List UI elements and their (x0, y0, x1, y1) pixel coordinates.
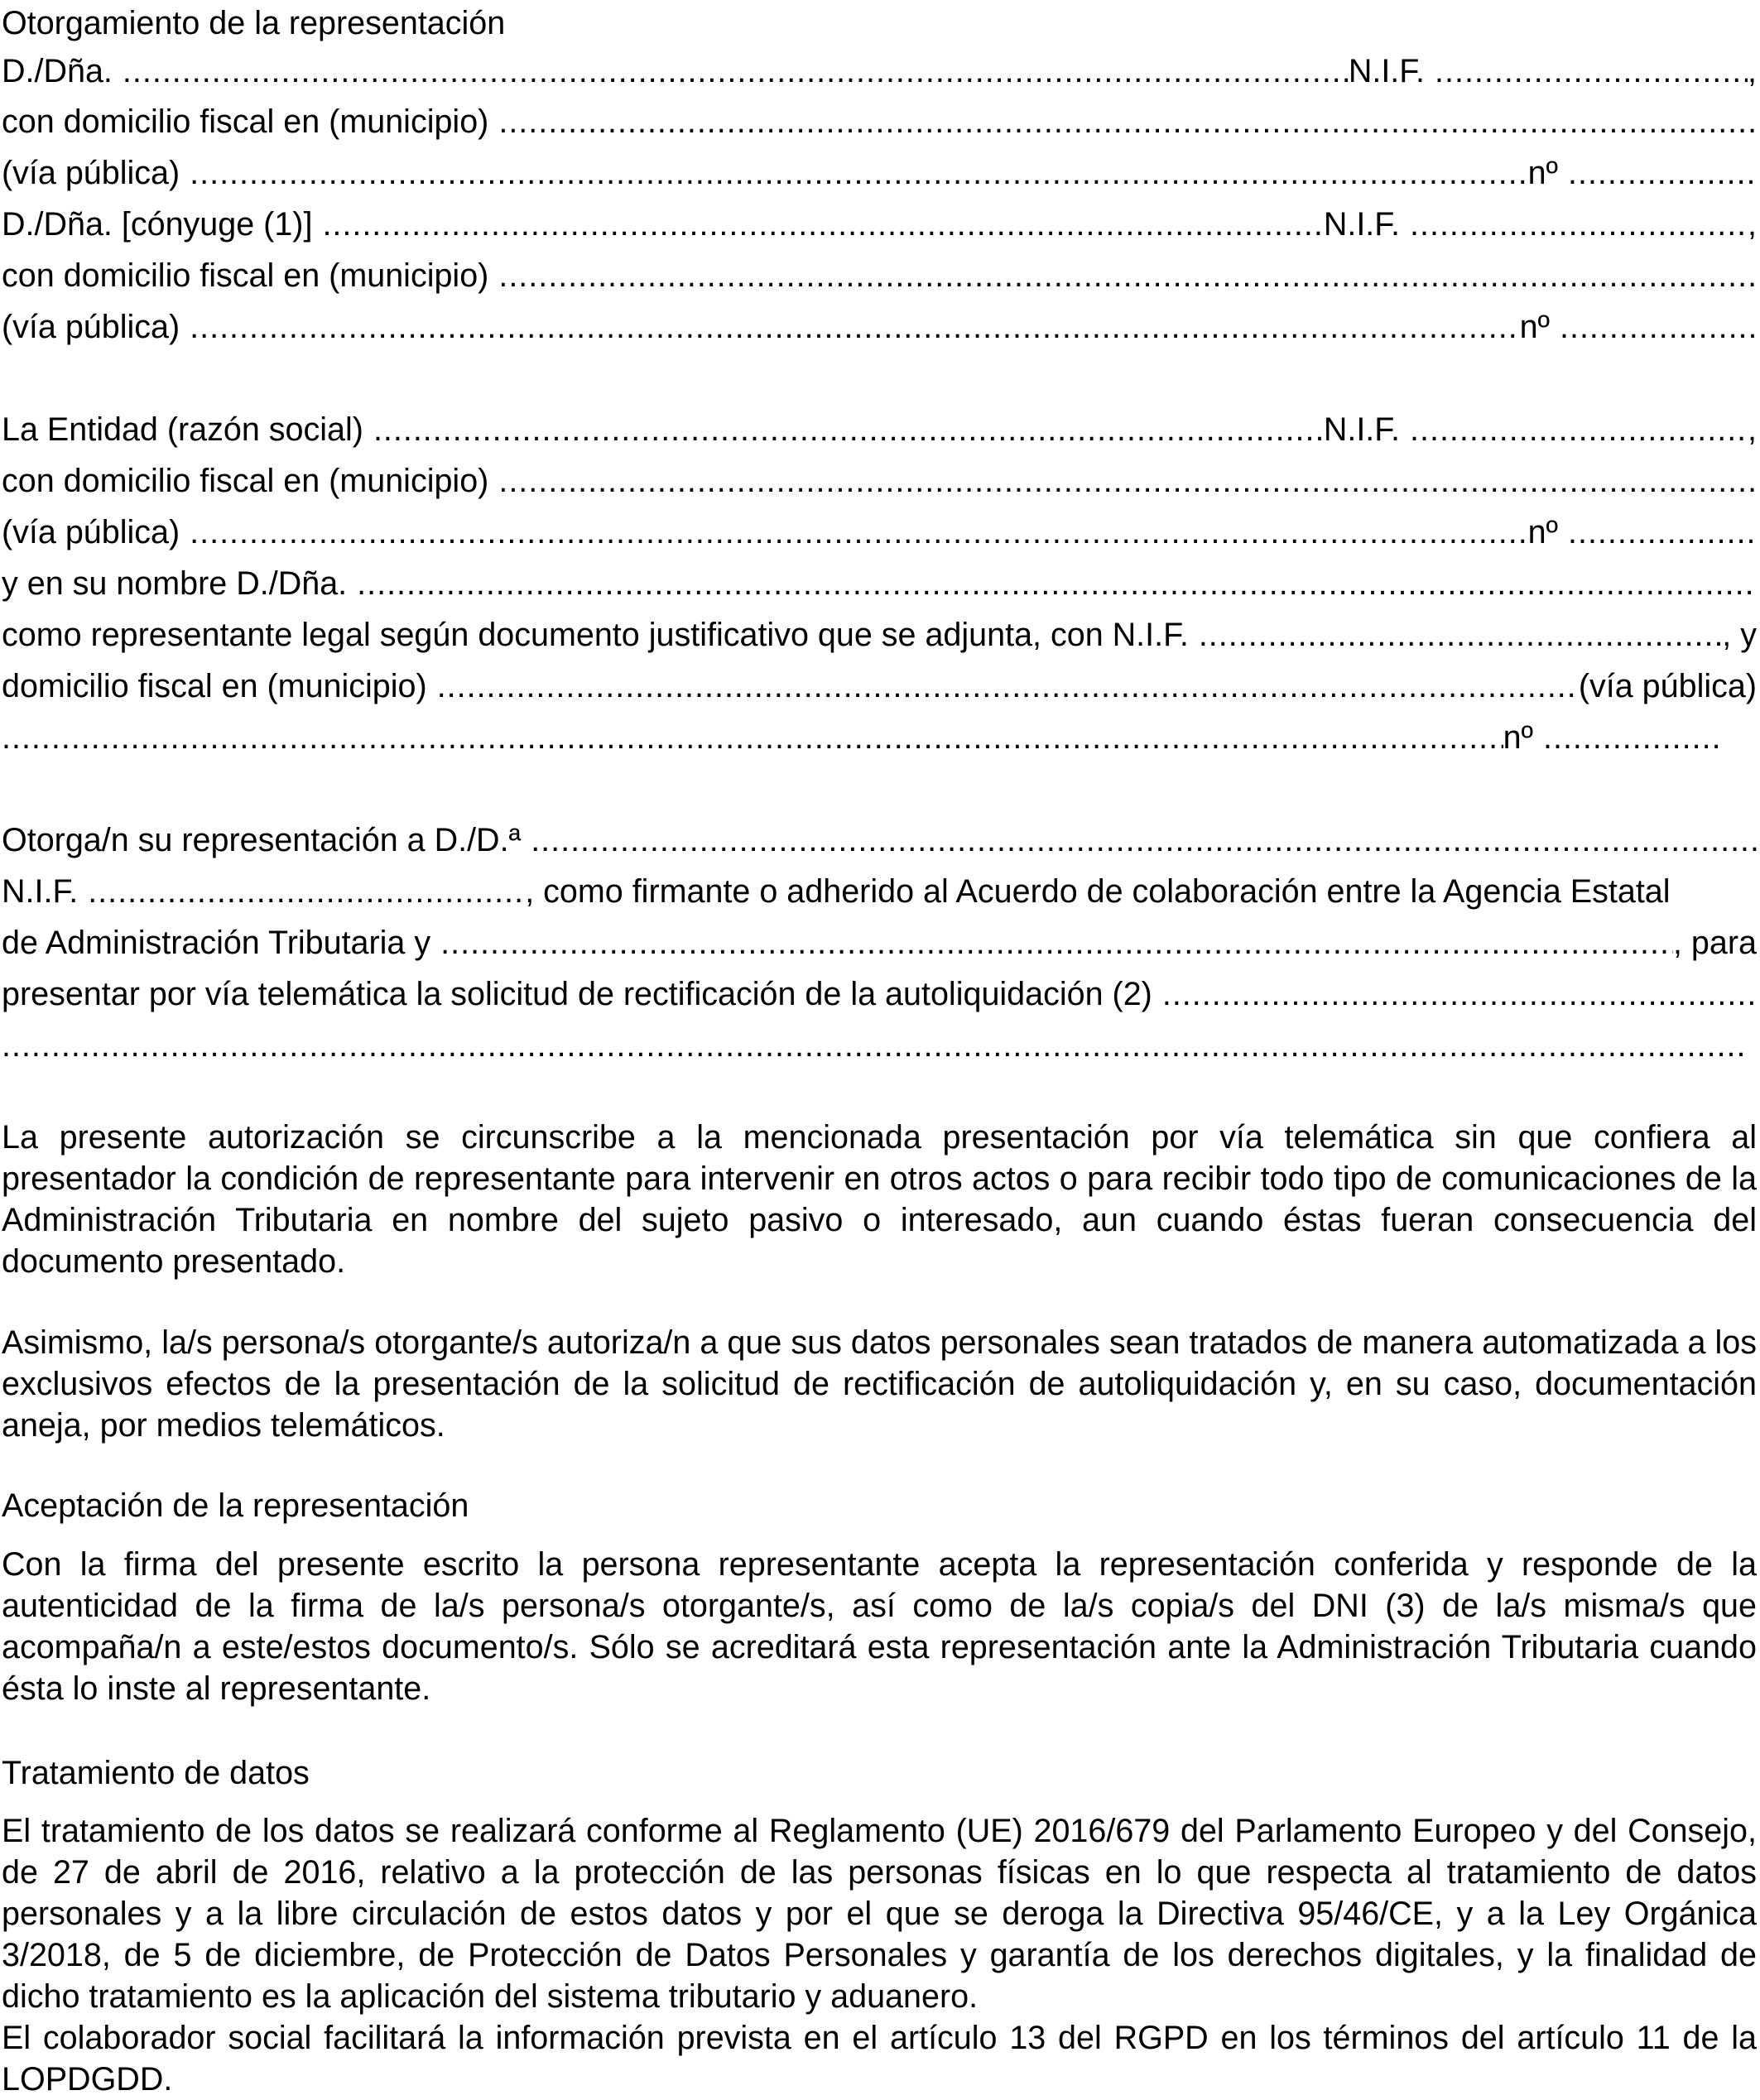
self-assessment-row (2, 971, 1757, 1017)
legal-rep-nif-suffix: , y (1722, 617, 1757, 653)
administration-field[interactable] (430, 920, 1673, 966)
spouse-street-label: (vía pública) (2, 309, 180, 345)
spouse-number-label: nº (1519, 309, 1550, 345)
spouse-municipio-field[interactable] (488, 252, 1757, 299)
representative-nif-row (2, 868, 1757, 915)
entity-municipio-label: con domicilio fiscal en (municipio) (2, 463, 489, 499)
legal-rep-number-label: nº (1503, 719, 1533, 756)
spouse-nif-comma: , (1748, 206, 1757, 243)
entity-nif-label: N.I.F. (1323, 411, 1401, 448)
representative-nif-field[interactable] (78, 868, 525, 915)
legal-rep-number-field[interactable] (1533, 714, 1724, 761)
entity-name-label: La Entidad (razón social) (2, 411, 363, 448)
entity-rep-name-field[interactable] (347, 560, 1757, 607)
administration-suffix: , para (1672, 925, 1757, 961)
heading-otorgamiento: Otorgamiento de la representación (2, 5, 506, 41)
administration-row (2, 920, 1757, 966)
spouse-name-label: D./Dña. [cónyuge (1)] (2, 206, 313, 243)
grantor-number-label: nº (1527, 155, 1558, 191)
administration-label: de Administración Tributaria y (2, 925, 431, 961)
paragraph-tratamiento-1: El tratamiento de los datos se realizará conforme al Reglamento (UE) 2016/679 del Parlamento Europeo y del Consejo, de 27 de abril de 2016, relativo a la protección de las personas físicas en lo que respecta al tratamiento de datos personales y a la libre circulación de estos datos y por el que se deroga la Directiva 95/46/CE, y a la Ley Orgánica 3/2018, de 5 de diciembre, de Protección de Datos Personales y garantía de los derechos digitales, y la finalidad de dicho tratamiento es la aplicación del sistema tributario y aduanero. (2, 1813, 1757, 2015)
spouse-nif-label: N.I.F. (1323, 206, 1401, 243)
entity-nif-comma: , (1748, 411, 1757, 448)
grantor-name-row (2, 48, 1757, 94)
grantor-nif-comma: , (1748, 53, 1757, 89)
entity-number-field[interactable] (1558, 509, 1757, 555)
heading-tratamiento: Tratamiento de datos (2, 1755, 310, 1791)
legal-rep-street-row (2, 714, 1724, 761)
legal-rep-municipio-row (2, 663, 1757, 709)
entity-street-label: (vía pública) (2, 514, 180, 550)
self-assessment-label: presentar por vía telemática la solicitud de rectificación de la autoliquidación (2) (2, 976, 1152, 1012)
grantor-street-field[interactable] (180, 150, 1527, 196)
representative-name-label: Otorga/n su representación a D./D.ª (2, 822, 522, 858)
grantor-municipio-row (2, 99, 1757, 145)
legal-rep-municipio-field[interactable] (427, 663, 1579, 709)
representative-nif-label: N.I.F. (2, 873, 79, 910)
grantor-nif-label: N.I.F. (1348, 53, 1426, 89)
spouse-name-field[interactable] (312, 201, 1323, 247)
grantor-municipio-label: con domicilio fiscal en (municipio) (2, 103, 489, 140)
self-assessment-continuation-row (2, 1022, 1748, 1069)
entity-street-field[interactable] (180, 509, 1527, 555)
entity-number-label: nº (1527, 514, 1558, 550)
entity-municipio-row (2, 458, 1757, 504)
grantor-number-field[interactable] (1558, 150, 1757, 196)
entity-name-field[interactable] (363, 406, 1324, 453)
legal-rep-nif-row (2, 612, 1757, 658)
grantor-street-row (2, 150, 1757, 196)
grantor-name-field[interactable] (113, 48, 1349, 94)
paragraph-autorizacion: La presente autorización se circunscribe a la mencionada presentación por vía telemática sin que confiera al presentador la condición de representante para intervenir en otros actos o para recibir todo tipo de comunicaciones de la Administración Tributaria en nombre del sujeto pasivo o interesado, aun cuando éstas fueran consecuencia del documento presentado. (2, 1119, 1757, 1280)
paragraph-asimismo: Asimismo, la/s persona/s otorgante/s autoriza/n a que sus datos personales sean tratados de manera automatizada a los exclusivos efectos de la presentación de la solicitud de rectificación de autoliquidación y, en su caso, documentación aneja, por medios telemáticos. (2, 1324, 1757, 1444)
legal-rep-nif-field[interactable] (1189, 612, 1722, 658)
spouse-nif-field[interactable] (1400, 201, 1748, 247)
spouse-number-field[interactable] (1550, 304, 1757, 350)
spouse-street-row (2, 304, 1757, 350)
grantor-nif-field[interactable] (1425, 48, 1748, 94)
grantor-name-label: D./Dña. (2, 53, 113, 89)
paragraph-tratamiento-2: El colaborador social facilitará la información prevista en el artículo 13 del RGPD en los términos del artículo 11 de la LOPDGDD. (2, 2020, 1757, 2098)
representative-name-field[interactable] (521, 817, 1757, 863)
spouse-municipio-row (2, 252, 1757, 299)
self-assessment-field[interactable] (1152, 971, 1757, 1017)
spouse-name-row (2, 201, 1757, 247)
representative-name-row (2, 817, 1757, 863)
legal-rep-street-label: (vía pública) (1578, 668, 1757, 704)
paragraph-aceptacion: Con la firma del presente escrito la persona representante acepta la representación conferida y responde de la autenticidad de la firma de la/s persona/s otorgante/s, así como de la/s copia/s del DNI (3) de la/s misma/s que acompaña/n a este/estos documento/s. Sólo se acreditará esta representación ante la Administración Tributaria cuando ésta lo inste al representante. (2, 1546, 1757, 1707)
legal-rep-street-field[interactable] (2, 714, 1503, 761)
entity-municipio-field[interactable] (488, 458, 1757, 504)
entity-rep-name-label: y en su nombre D./Dña. (2, 565, 348, 602)
legal-rep-municipio-label: domicilio fiscal en (municipio) (2, 668, 427, 704)
legal-rep-nif-label: como representante legal según documento justificativo que se adjunta, con N.I.F. (2, 617, 1189, 653)
entity-name-row (2, 406, 1757, 453)
spouse-street-field[interactable] (180, 304, 1519, 350)
spouse-municipio-label: con domicilio fiscal en (municipio) (2, 257, 489, 294)
entity-nif-field[interactable] (1400, 406, 1748, 453)
entity-street-row (2, 509, 1757, 555)
entity-rep-name-row (2, 560, 1757, 607)
grantor-street-label: (vía pública) (2, 155, 180, 191)
heading-aceptacion: Aceptación de la representación (2, 1487, 469, 1524)
grantor-municipio-field[interactable] (488, 99, 1757, 145)
self-assessment-continuation-field[interactable] (2, 1022, 1748, 1069)
representative-agreement-text: , como firmante o adherido al Acuerdo de colaboración entre la Agencia Estatal (525, 873, 1671, 910)
